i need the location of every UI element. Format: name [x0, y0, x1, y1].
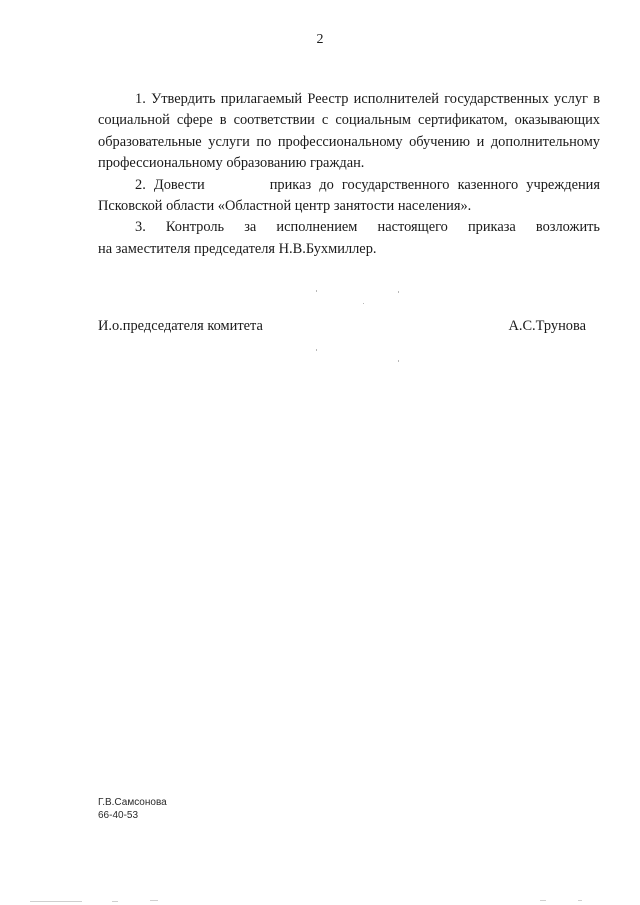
contact-name: Г.В.Самсонова: [98, 797, 167, 808]
scan-edge-mark: [30, 901, 82, 902]
contact-block: [98, 796, 167, 822]
signatory-name: А.С.Трунова: [508, 318, 586, 334]
scan-speck: [316, 290, 317, 292]
scan-speck: [398, 360, 399, 362]
order-text: [98, 89, 604, 260]
scan-speck: [398, 291, 399, 293]
scan-speck: [363, 303, 364, 304]
scan-edge-mark: [578, 900, 582, 901]
signatory-position: И.о.председателя комитета: [98, 318, 263, 334]
paragraph-approve-registry: 1. Утвердить прилагаемый Реестр исполнителей государственных услуг в социальной сфере в соответствии с социальным сертификатом, оказывающих образовательные услуги по профессиональному обучению и дополнительному профессиональному образованию граждан.: [98, 91, 600, 172]
page-number: 2: [316, 32, 324, 47]
scan-speck: [316, 349, 317, 351]
paragraph-control-line: 3. Контроль за исполнением настоящего приказа возложить: [135, 219, 600, 236]
contact-phone: 66-40-53: [98, 810, 139, 821]
scan-edge-mark: [540, 900, 546, 901]
scan-edge-mark: [112, 901, 118, 902]
signature-block: [98, 318, 586, 335]
paragraph-control-continuation: на заместителя председателя Н.В.Бухмиллер.: [98, 240, 377, 257]
scan-edge-mark: [150, 900, 158, 901]
paragraph-communicate-order: 2. Довести приказ до государственного казенного учреждения Псковской области «Областной центр занятости населения».: [98, 176, 604, 215]
